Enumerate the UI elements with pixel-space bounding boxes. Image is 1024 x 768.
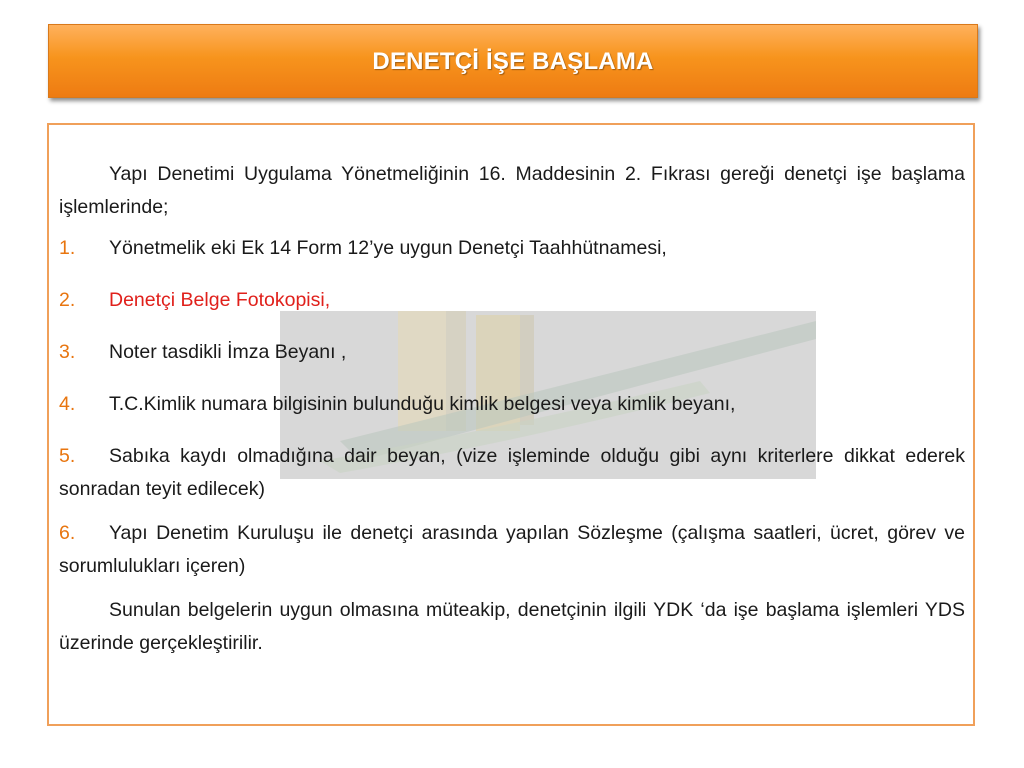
list-item	[59, 388, 965, 421]
list-number: 2.	[59, 289, 76, 311]
list-item-text: Sabıka kaydı olmadığına dair beyan, (vize işleminde olduğu gibi aynı kriterlere dikkat ederek sonradan teyit edilecek)	[59, 445, 965, 500]
list-number: 3.	[59, 341, 76, 363]
list-item-text: Yönetmelik eki Ek 14 Form 12’ye uygun Denetçi Taahhütnamesi,	[109, 237, 667, 259]
closing-paragraph: Sunulan belgelerin uygun olmasına müteakip, denetçinin ilgili YDK ‘da işe başlama işlemleri YDS üzerinde gerçekleştirilir.	[59, 599, 965, 654]
list-item	[59, 232, 965, 265]
list-number: 6.	[59, 522, 76, 544]
slide-title: DENETÇİ İŞE BAŞLAMA	[372, 48, 654, 75]
list-item	[59, 336, 965, 369]
title-bar	[48, 24, 978, 98]
intro-paragraph: Yapı Denetimi Uygulama Yönetmeliğinin 16. Maddesinin 2. Fıkrası gereği denetçi işe başlama işlemlerinde;	[59, 163, 965, 218]
list-number: 4.	[59, 393, 76, 415]
list-item-text: T.C.Kimlik numara bilgisinin bulunduğu kimlik belgesi veya kimlik beyanı,	[109, 393, 736, 415]
list-number: 5.	[59, 445, 76, 467]
list-item-text: Yapı Denetim Kuruluşu ile denetçi arasında yapılan Sözleşme (çalışma saatleri, ücret, görev ve sorumlulukları içeren)	[59, 522, 965, 577]
list-item	[59, 517, 965, 583]
list-item	[59, 284, 965, 317]
list-item	[59, 440, 965, 506]
list-item-text: Noter tasdikli İmza Beyanı ,	[109, 341, 347, 363]
list-number: 1.	[59, 237, 76, 259]
list-item-text-highlighted: Denetçi Belge Fotokopisi,	[109, 289, 331, 311]
content-body	[59, 158, 965, 660]
